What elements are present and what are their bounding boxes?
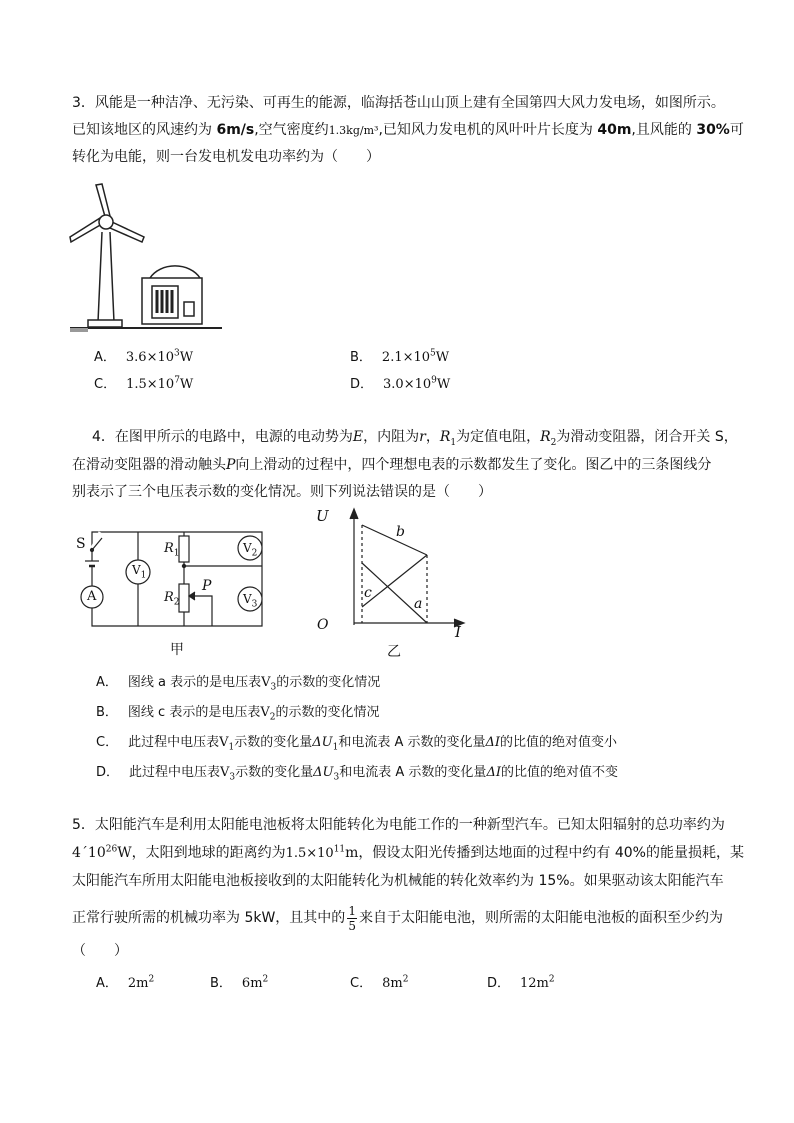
- q3-line-1: 3．风能是一种洁净、无污染、可再生的能源，临海括苍山山顶上建有全国第四大风力发电场，如图所示。: [72, 95, 725, 111]
- q3-option-d[interactable]: D． $3.0\times 10^9W$: [350, 375, 451, 392]
- q5-option-b[interactable]: B． $6m^2$: [210, 974, 269, 991]
- q3-efficiency: 30%: [696, 122, 730, 138]
- rheostat-r2: [179, 584, 189, 612]
- q3-line-3: 转化为电能，则一台发电机发电功率约为（ ）: [72, 149, 380, 165]
- q4-option-a[interactable]: A． 图线 a 表示的是电压表$V_3$的示数的变化情况: [96, 675, 381, 693]
- circuit-label-s: S: [76, 536, 86, 552]
- house-dome: [150, 266, 200, 278]
- turbine-tower: [98, 232, 114, 322]
- graph-label-c: c: [364, 585, 372, 601]
- circuit-label-v2: $V_2$: [243, 541, 258, 559]
- circuit-label-a: A: [87, 589, 97, 604]
- graph-label-b: b: [396, 524, 405, 540]
- q3-air-density: 1.3kg/m³: [328, 124, 379, 137]
- q5-fraction: $\frac{1}{5}$: [348, 903, 356, 933]
- graph-label-a: a: [414, 596, 423, 612]
- q3-option-c[interactable]: C． $1.5\times 10^7W$: [94, 375, 194, 392]
- q4-line-3: 别表示了三个电压表示数的变化情况。则下列说法错误的是（ ）: [72, 484, 492, 500]
- q4-line-1: 4．在图甲所示的电路中，电源的电动势为E，内阻为r，$R_1$为定值电阻，$R_2$为滑动变阻器，闭合开关 S，: [92, 429, 738, 448]
- q5-line-1: 5．太阳能汽车是利用太阳能电池板将太阳能转化为电能工作的一种新型汽车。已知太阳辐射的总功率约为: [72, 817, 725, 833]
- q5-line-5: （ ）: [72, 943, 128, 959]
- circuit-label-r1: $R_1$: [164, 541, 180, 559]
- turbine-blade-right: [110, 222, 144, 242]
- q5-line-3: 太阳能汽车所用太阳能电池板接收到的太阳能转化为机械能的转化效率约为 15%。如果驱动该太阳能汽车: [72, 873, 724, 889]
- q3-wind-turbine-figure: [68, 180, 228, 335]
- q5-option-c[interactable]: C． $8m^2$: [350, 974, 409, 991]
- q4-option-d[interactable]: D． 此过程中电压表$V_3$示数的变化量$\Delta U_3$和电流表 A 示数的变化量ΔI的比值的绝对值不变: [96, 765, 618, 783]
- q3-option-a[interactable]: A． $3.6\times 10^3W$: [94, 348, 194, 365]
- q4-circuit-diagram: [70, 518, 280, 658]
- circuit-label-v3: $V_3$: [243, 592, 258, 610]
- q4-option-c[interactable]: C． 此过程中电压表$V_1$示数的变化量$\Delta U_1$和电流表 A 示数的变化量ΔI的比值的绝对值变小: [96, 735, 618, 753]
- q5-option-d[interactable]: D． $12m^2$: [487, 974, 555, 991]
- q3-blade-length: 40m: [597, 122, 632, 138]
- q3-wind-speed: 6m/s: [216, 122, 255, 138]
- graph-label-o: O: [317, 617, 329, 633]
- q5-line-4: 正常行驶所需的机械功率为 5kW，且其中的 $\frac{1}{5}$ 来自于太阳能电池，则所需的太阳能电池板的面积至少约为: [72, 903, 723, 933]
- slider-p-arrow: [189, 592, 195, 600]
- q4-line-2: 在滑动变阻器的滑动触头P向上滑动的过程中，四个理想电表的示数都发生了变化。图乙中的三条图线分: [72, 457, 712, 473]
- graph-line-b: [362, 525, 427, 555]
- q5-line-2: $4´10^{26}W$，太阳到地球的距离约为$1.5\times 10^{11}m$，假设太阳光传播到达地面的过程中约有 40%的能量损耗，某: [72, 844, 744, 861]
- q5-option-a[interactable]: A． $2m^2$: [96, 974, 155, 991]
- circuit-caption: 甲: [170, 642, 184, 658]
- q4-ui-graph: [310, 505, 470, 635]
- circuit-label-v1: $V_1$: [132, 563, 147, 581]
- turbine-blade-left: [70, 218, 102, 242]
- graph-label-u: U: [316, 507, 329, 525]
- q3-option-b[interactable]: B． $2.1\times 10^5W$: [350, 348, 450, 365]
- circuit-label-r2: $R_2$: [164, 590, 180, 608]
- q3-line-2: 已知该地区的风速约为 6m/s,空气密度约1.3kg/m³,已知风力发电机的风叶叶片长度为 40m,且风能的 30%可: [72, 122, 744, 138]
- resistor-r1: [179, 536, 189, 562]
- circuit-label-p: P: [202, 578, 212, 594]
- q4-option-b[interactable]: B． 图线 c 表示的是电压表$V_2$的示数的变化情况: [96, 705, 380, 723]
- graph-label-i: I: [455, 623, 461, 641]
- graph-caption: 乙: [387, 644, 401, 660]
- turbine-hub: [99, 215, 113, 229]
